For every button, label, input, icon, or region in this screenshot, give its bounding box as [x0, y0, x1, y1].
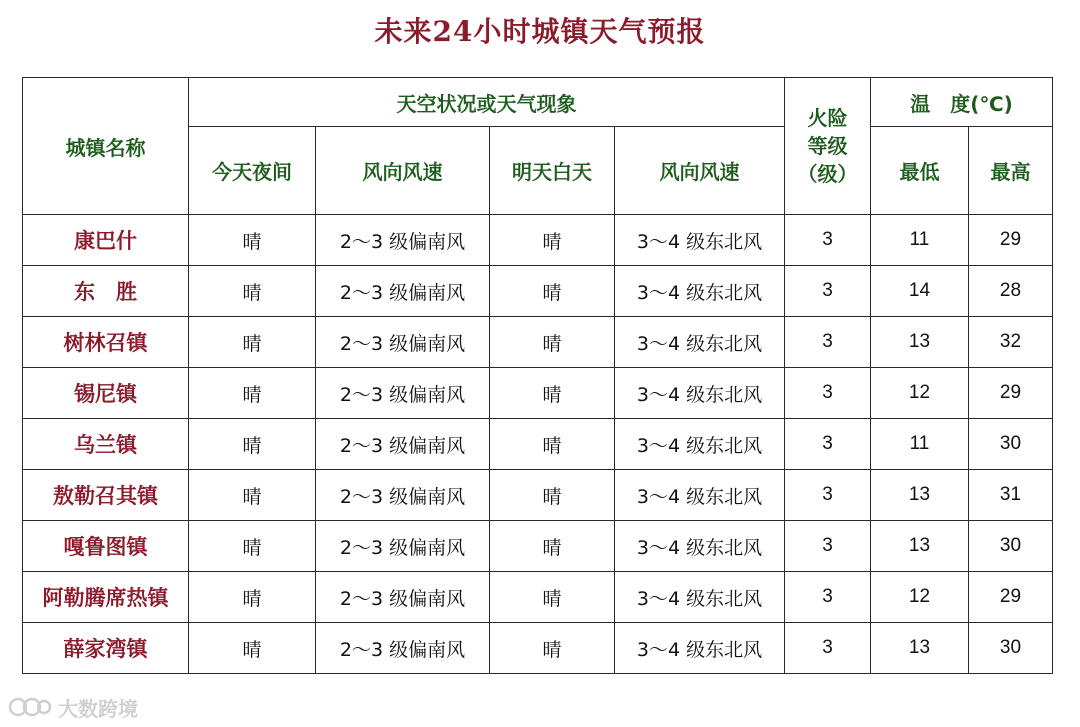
- tonight-cell: 晴: [189, 623, 316, 674]
- wind2-cell: 3～4 级东北风: [615, 266, 785, 317]
- wind2-cell: 3～4 级东北风: [615, 521, 785, 572]
- tomorrow-cell: 晴: [490, 368, 615, 419]
- logo-icon: [8, 694, 52, 720]
- wind1-cell: 2～3 级偏南风: [316, 317, 490, 368]
- wind2-cell: 3～4 级东北风: [615, 215, 785, 266]
- max-cell: 28: [969, 266, 1053, 317]
- table-row: [23, 317, 1053, 368]
- wind1-cell: 2～3 级偏南风: [316, 368, 490, 419]
- max-cell: 29: [969, 215, 1053, 266]
- wind1-cell: 2～3 级偏南风: [316, 470, 490, 521]
- table-row: [23, 266, 1053, 317]
- max-cell: 30: [969, 623, 1053, 674]
- city-name: 东 胜: [23, 266, 189, 317]
- max-cell: 30: [969, 419, 1053, 470]
- wind2-cell: 3～4 级东北风: [615, 572, 785, 623]
- city-name: 薛家湾镇: [23, 623, 189, 674]
- max-cell: 31: [969, 470, 1053, 521]
- min-cell: 14: [871, 266, 969, 317]
- tomorrow-cell: 晴: [490, 215, 615, 266]
- wind2-cell: 3～4 级东北风: [615, 470, 785, 521]
- watermark-text: 大数跨境: [58, 696, 138, 721]
- header-min: 最低: [871, 127, 969, 215]
- wind1-cell: 2～3 级偏南风: [316, 215, 490, 266]
- min-cell: 13: [871, 521, 969, 572]
- min-cell: 13: [871, 470, 969, 521]
- tomorrow-cell: 晴: [490, 317, 615, 368]
- forecast-table: [22, 77, 1053, 674]
- table-row: [23, 215, 1053, 266]
- tomorrow-cell: 晴: [490, 266, 615, 317]
- min-cell: 11: [871, 215, 969, 266]
- tomorrow-cell: 晴: [490, 521, 615, 572]
- fire-cell: 3: [785, 572, 871, 623]
- tonight-cell: 晴: [189, 572, 316, 623]
- max-cell: 32: [969, 317, 1053, 368]
- city-name: 乌兰镇: [23, 419, 189, 470]
- tomorrow-cell: 晴: [490, 470, 615, 521]
- table-row: [23, 572, 1053, 623]
- min-cell: 12: [871, 572, 969, 623]
- max-cell: 29: [969, 368, 1053, 419]
- wind1-cell: 2～3 级偏南风: [316, 572, 490, 623]
- header-tomorrow: 明天白天: [490, 127, 615, 215]
- tonight-cell: 晴: [189, 215, 316, 266]
- wind1-cell: 2～3 级偏南风: [316, 623, 490, 674]
- fire-cell: 3: [785, 368, 871, 419]
- fire-cell: 3: [785, 623, 871, 674]
- tomorrow-cell: 晴: [490, 623, 615, 674]
- fire-cell: 3: [785, 215, 871, 266]
- tonight-cell: 晴: [189, 521, 316, 572]
- header-fire-risk: [785, 78, 871, 215]
- wind1-cell: 2～3 级偏南风: [316, 266, 490, 317]
- tomorrow-cell: 晴: [490, 572, 615, 623]
- wind2-cell: 3～4 级东北风: [615, 317, 785, 368]
- min-cell: 13: [871, 317, 969, 368]
- wind1-cell: 2～3 级偏南风: [316, 419, 490, 470]
- header-city: 城镇名称: [23, 78, 189, 215]
- fire-cell: 3: [785, 317, 871, 368]
- city-name: 锡尼镇: [23, 368, 189, 419]
- table-row: [23, 419, 1053, 470]
- table-row: [23, 623, 1053, 674]
- tonight-cell: 晴: [189, 266, 316, 317]
- header-sky-group: 天空状况或天气现象: [189, 78, 785, 127]
- min-cell: 12: [871, 368, 969, 419]
- min-cell: 13: [871, 623, 969, 674]
- city-name: 阿勒腾席热镇: [23, 572, 189, 623]
- header-max: 最高: [969, 127, 1053, 215]
- wind2-cell: 3～4 级东北风: [615, 419, 785, 470]
- tonight-cell: 晴: [189, 470, 316, 521]
- header-tonight: 今天夜间: [189, 127, 316, 215]
- wind1-cell: 2～3 级偏南风: [316, 521, 490, 572]
- wind2-cell: 3～4 级东北风: [615, 368, 785, 419]
- wind2-cell: 3～4 级东北风: [615, 623, 785, 674]
- tonight-cell: 晴: [189, 317, 316, 368]
- page-title: 未来24小时城镇天气预报: [374, 15, 706, 48]
- header-temp-group: 温 度(℃): [871, 78, 1053, 127]
- fire-cell: 3: [785, 521, 871, 572]
- fire-cell: 3: [785, 266, 871, 317]
- city-name: 嘎鲁图镇: [23, 521, 189, 572]
- fire-cell: 3: [785, 419, 871, 470]
- header-wind-1: 风向风速: [316, 127, 490, 215]
- max-cell: 30: [969, 521, 1053, 572]
- tonight-cell: 晴: [189, 368, 316, 419]
- city-name: 敖勒召其镇: [23, 470, 189, 521]
- city-name: 树林召镇: [23, 317, 189, 368]
- min-cell: 11: [871, 419, 969, 470]
- header-row-1: [23, 78, 1053, 127]
- max-cell: 29: [969, 572, 1053, 623]
- header-fire-risk-label: 火险 等级 （级）: [797, 106, 858, 186]
- table-row: [23, 368, 1053, 419]
- fire-cell: 3: [785, 470, 871, 521]
- tomorrow-cell: 晴: [490, 419, 615, 470]
- table-row: [23, 521, 1053, 572]
- header-wind-2: 风向风速: [615, 127, 785, 215]
- city-name: 康巴什: [23, 215, 189, 266]
- tonight-cell: 晴: [189, 419, 316, 470]
- table-row: [23, 470, 1053, 521]
- watermark: [8, 692, 138, 722]
